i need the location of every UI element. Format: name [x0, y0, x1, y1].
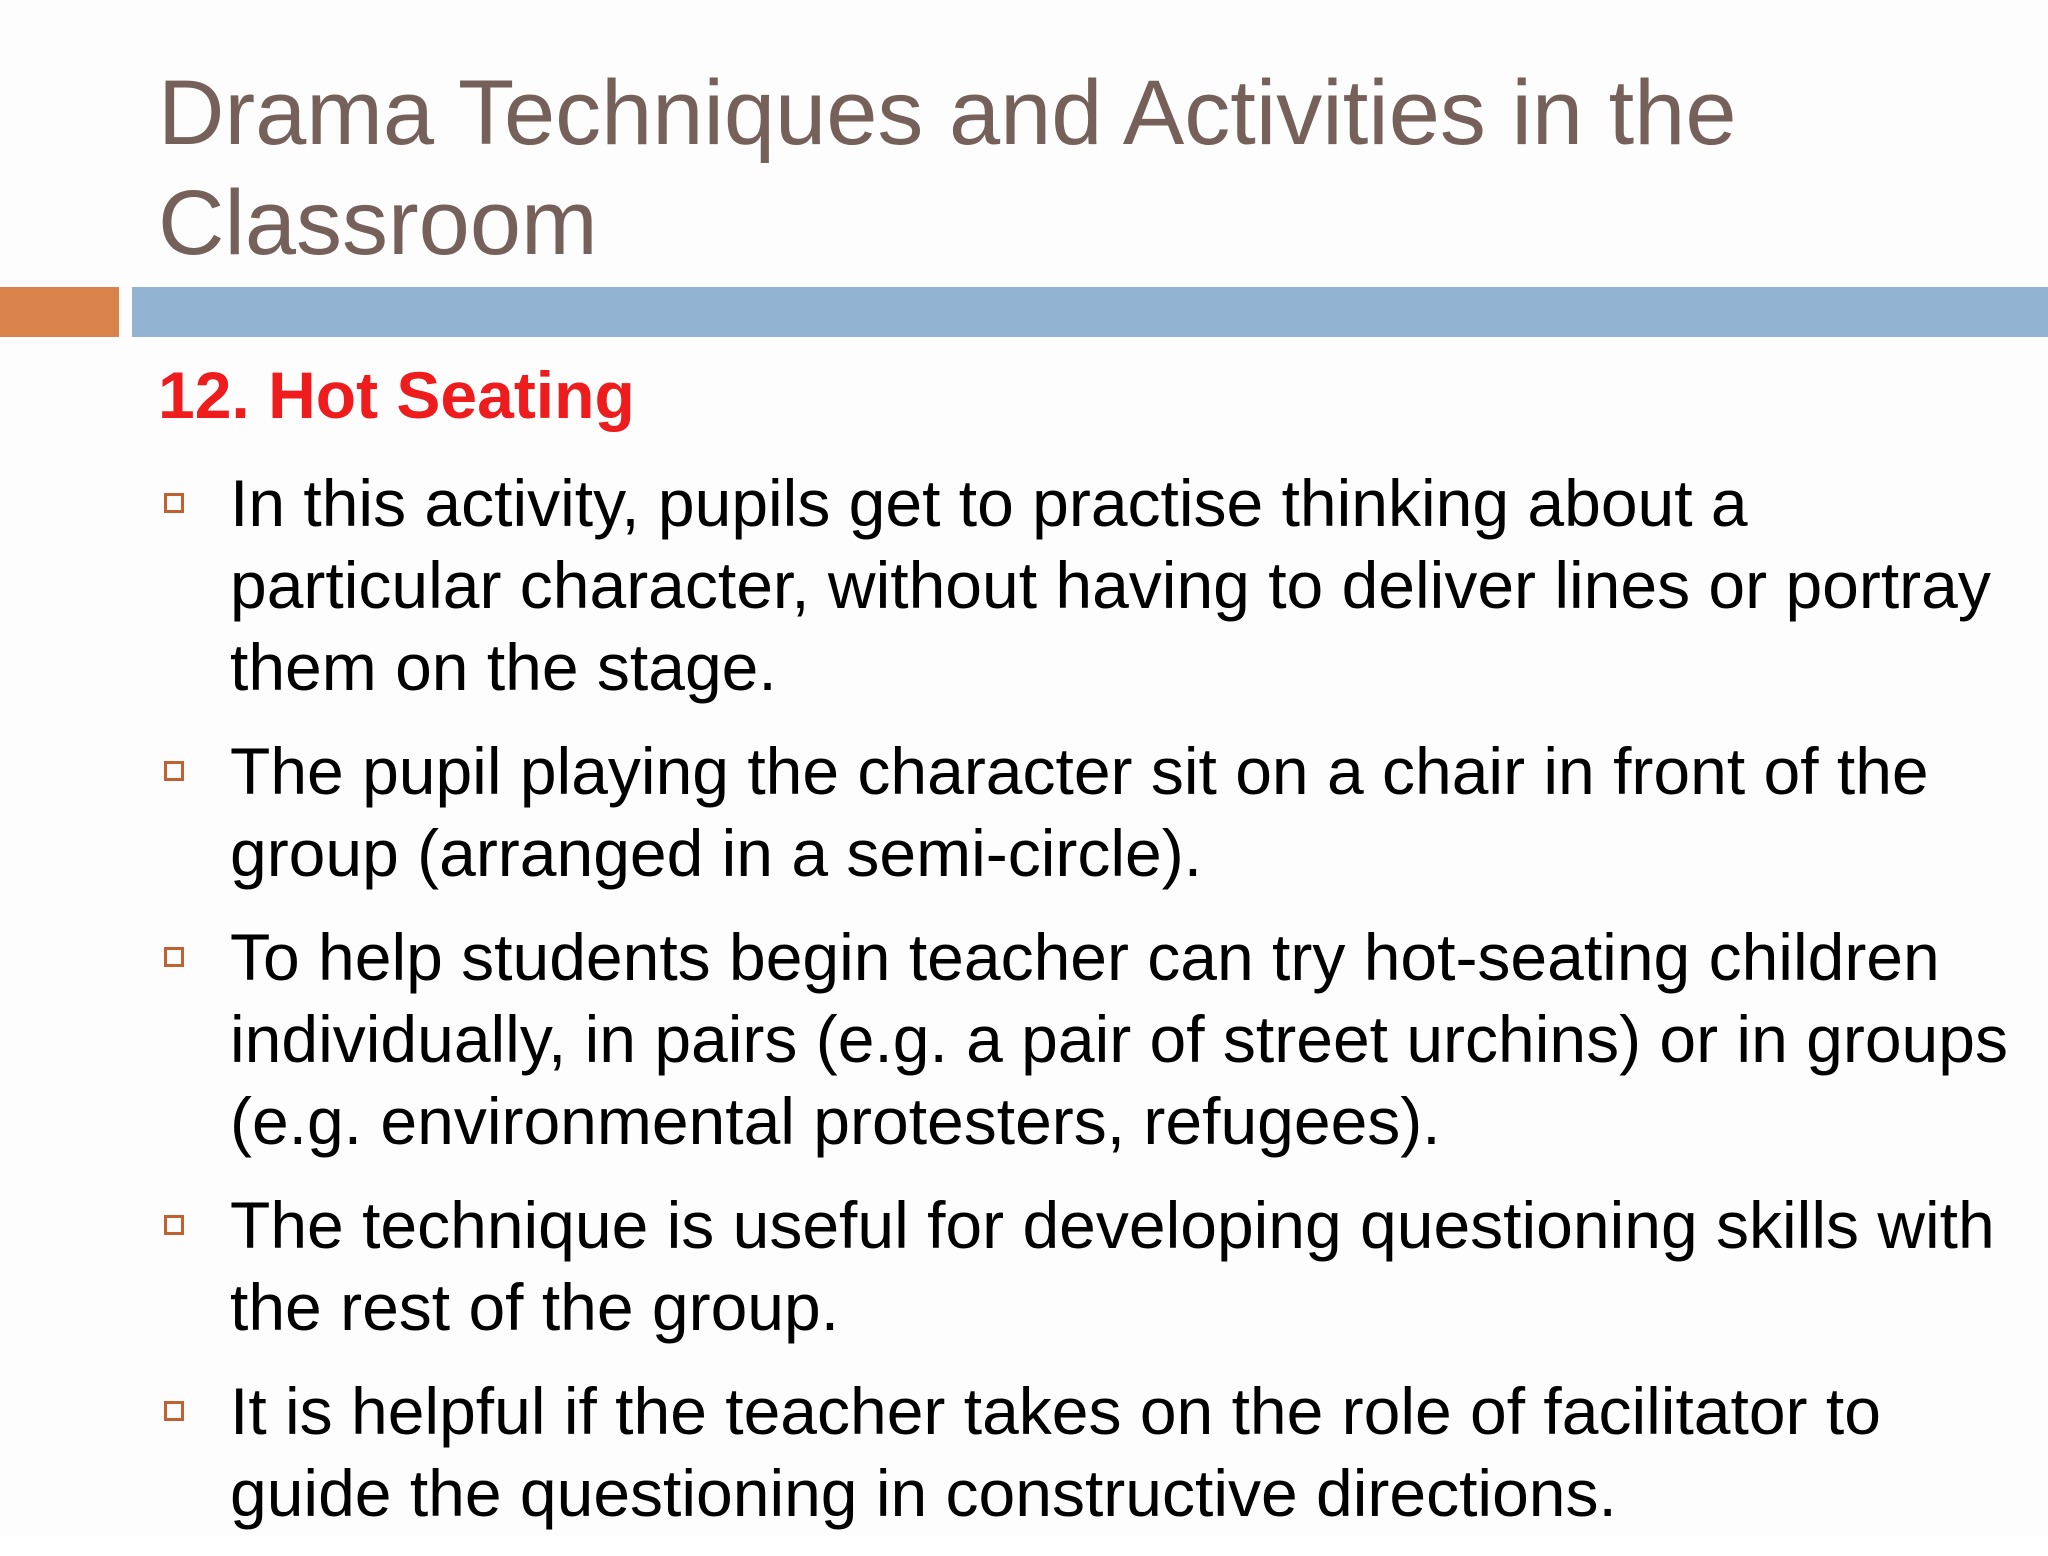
square-bullet-icon [164, 493, 184, 513]
square-bullet-icon [164, 947, 184, 967]
bullet-item [158, 916, 2018, 1162]
bullet-list [158, 462, 2018, 1556]
bullet-item [158, 1370, 2018, 1534]
bullet-text: The technique is useful for developing questioning skills with the rest of the group. [230, 1188, 1995, 1344]
square-bullet-icon [164, 1401, 184, 1421]
square-bullet-icon [164, 761, 184, 781]
bullet-item [158, 1184, 2018, 1348]
slide-title: Drama Techniques and Activities in the Classroom [158, 62, 1737, 274]
accent-bar-blue [132, 287, 2048, 337]
accent-bar-orange [0, 287, 119, 337]
bullet-item [158, 462, 2018, 708]
section-heading: 12. Hot Seating [158, 358, 635, 432]
bullet-text: It is helpful if the teacher takes on the role of facilitator to guide the questioning in constructive directions. [230, 1374, 1881, 1530]
bullet-text: In this activity, pupils get to practise thinking about a particular character, without having to deliver lines or portray them on the stage. [230, 466, 1991, 704]
bullet-text: To help students begin teacher can try hot-seating children individually, in pairs (e.g. a pair of street urchins) or in groups (e.g. environmental protesters, refugees). [230, 920, 2008, 1158]
bullet-text: The pupil playing the character sit on a chair in front of the group (arranged in a semi-circle). [230, 734, 1929, 890]
square-bullet-icon [164, 1215, 184, 1235]
bullet-item [158, 730, 2018, 894]
